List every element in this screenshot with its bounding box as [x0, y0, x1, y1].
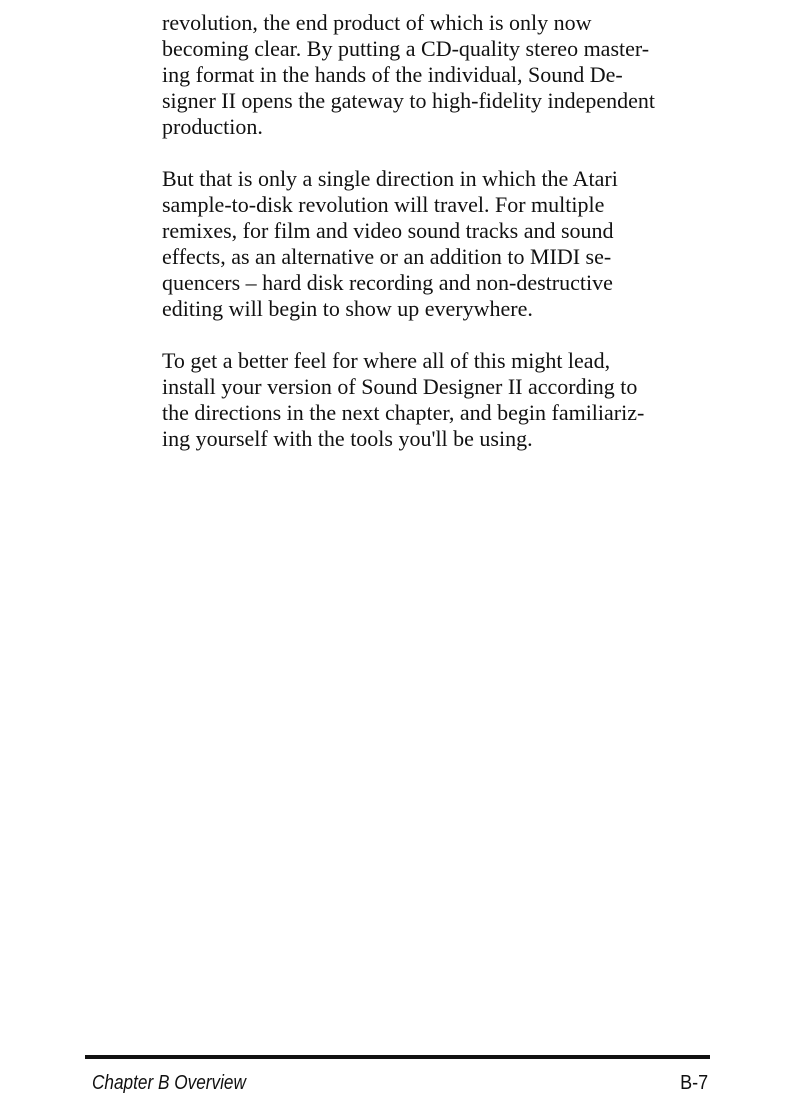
- footer-page-number: B-7: [679, 1072, 708, 1094]
- text-line: editing will begin to show up everywhere.: [162, 296, 533, 321]
- text-line: production.: [162, 114, 263, 139]
- text-line: signer II opens the gateway to high-fidelity independent: [162, 88, 656, 113]
- text-line: ing yourself with the tools you'll be using.: [162, 426, 533, 451]
- paragraph-3: [162, 348, 722, 452]
- text-line: becoming clear. By putting a CD-quality stereo master-: [162, 36, 650, 61]
- text-line: sample-to-disk revolution will travel. For multiple: [162, 192, 605, 217]
- text-line: remixes, for film and video sound tracks and sound: [162, 218, 614, 243]
- text-line: revolution, the end product of which is only now: [162, 10, 592, 35]
- paragraph-1: [162, 10, 722, 140]
- text-line: But that is only a single direction in which the Atari: [162, 166, 618, 191]
- text-line: effects, as an alternative or an addition to MIDI se-: [162, 244, 612, 269]
- footer-rule: [85, 1055, 710, 1059]
- text-line: To get a better feel for where all of this might lead,: [162, 348, 611, 373]
- body-text: [162, 10, 722, 478]
- text-line: ing format in the hands of the individual, Sound De-: [162, 62, 623, 87]
- text-line: the directions in the next chapter, and begin familiariz-: [162, 400, 645, 425]
- paragraph-2: [162, 166, 722, 322]
- footer-chapter-title: Chapter B Overview: [92, 1072, 246, 1094]
- text-line: install your version of Sound Designer II according to: [162, 374, 638, 399]
- text-line: quencers – hard disk recording and non-destructive: [162, 270, 613, 295]
